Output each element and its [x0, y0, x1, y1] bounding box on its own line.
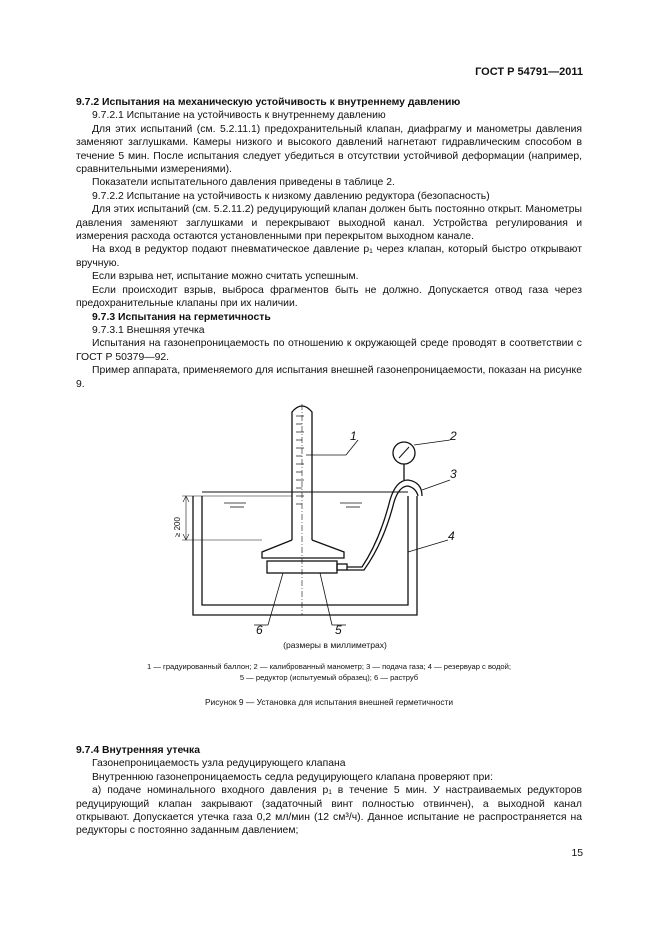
paragraph: а) подаче номинального входного давления p₁ в течение 5 мин. У настраиваемых редукторов редуцирующий клапан закрывают (задаточный винт полностью отвинчен), а выходной канал открывают. Допускается утечка газа 0,2 мл/мин (12 см³/ч). Данное испытание не распространяется на редукторы с постоянно заданным давлением; [76, 785, 582, 837]
label-4: 4 [448, 529, 455, 543]
paragraph: 9.7.2.1 Испытание на устойчивость к внутреннему давлению [92, 110, 386, 122]
page-number: 15 [571, 848, 583, 859]
dimension-label: ≥ 200 [173, 517, 182, 537]
paragraph: Для этих испытаний (см. 5.2.11.1) предохранительный клапан, диафрагму и манометры давления заменяют заглушками. Камеры низкого и высокого давлений нагнетают гидравлическим способом в течение 5 мин. После испытания следует убедиться в отсутствии устойчивой деформации (например, сравнительными измерениями). [76, 123, 582, 176]
gas-supply-pipe [347, 480, 422, 567]
legend-line: 5 — редуктор (испытуемый образец); 6 — раструб [239, 673, 419, 682]
legend-line: 1 — градуированный баллон; 2 — калиброванный манометр; 3 — подача газа; 4 — резервуар с водой; [147, 662, 511, 671]
tank-inner-wall [202, 496, 408, 605]
funnel [262, 540, 344, 558]
label-6: 6 [256, 623, 263, 637]
tank-outer-wall [193, 496, 417, 615]
paragraph: Для этих испытаний (см. 5.2.11.2) редуцирующий клапан должен быть постоянно открыт. Манометры давления заменяют заглушками и перекрывают выходной канал. Устройства регулирования и измерения расхода остаются установленными при перекрытом выходном канале. [76, 204, 582, 243]
paragraph: Пример аппарата, применяемого для испытания внешней газонепроницаемости, показан на рисунке 9. [76, 365, 582, 390]
label-1: 1 [350, 429, 357, 443]
paragraph: 9.7.2 Испытания на механическую устойчивость к внутреннему давлению [76, 97, 461, 108]
paragraph: Внутреннюю газонепроницаемость седла редуцирующего клапана проверяют при: [92, 771, 493, 783]
figure-caption: Рисунок 9 — Установка для испытания внешней герметичности [204, 697, 454, 707]
document-header: ГОСТ Р 54791—2011 [475, 66, 583, 78]
paragraph: 9.7.3.1 Внешняя утечка [92, 324, 205, 336]
label-2: 2 [450, 429, 457, 443]
paragraph: Если происходит взрыв, выброса фрагментов быть не должно. Допускается отвод газа через предохранительные клапаны при их наличии. [76, 284, 582, 310]
paragraph: 9.7.2.2 Испытание на устойчивость к низкому давлению редуктора (безопасность) [92, 190, 490, 202]
paragraph: На вход в редуктор подают пневматическое давление p₁ через клапан, который быстро открывают вручную. [76, 244, 582, 269]
figure-legend [76, 661, 582, 683]
section-heading: 9.7.3 Испытания на герметичность [92, 311, 271, 323]
section-9-7-4 [76, 744, 582, 838]
paragraph: Если взрыва нет, испытание можно считать успешным. [92, 271, 359, 283]
paragraph: Газонепроницаемость узла редуцирующего клапана [92, 758, 346, 770]
paragraph: Испытания на газонепроницаемость по отношению к окружающей среде проводят в соответствии с ГОСТ Р 50379—92. [76, 338, 582, 363]
dimensions-note: (размеры в миллиметрах) [283, 640, 387, 650]
section-heading: 9.7.4 Внутренняя утечка [76, 745, 200, 756]
label-5: 5 [335, 623, 342, 637]
label-3: 3 [450, 467, 457, 481]
paragraph: Показатели испытательного давления приведены в таблице 2. [92, 177, 395, 189]
